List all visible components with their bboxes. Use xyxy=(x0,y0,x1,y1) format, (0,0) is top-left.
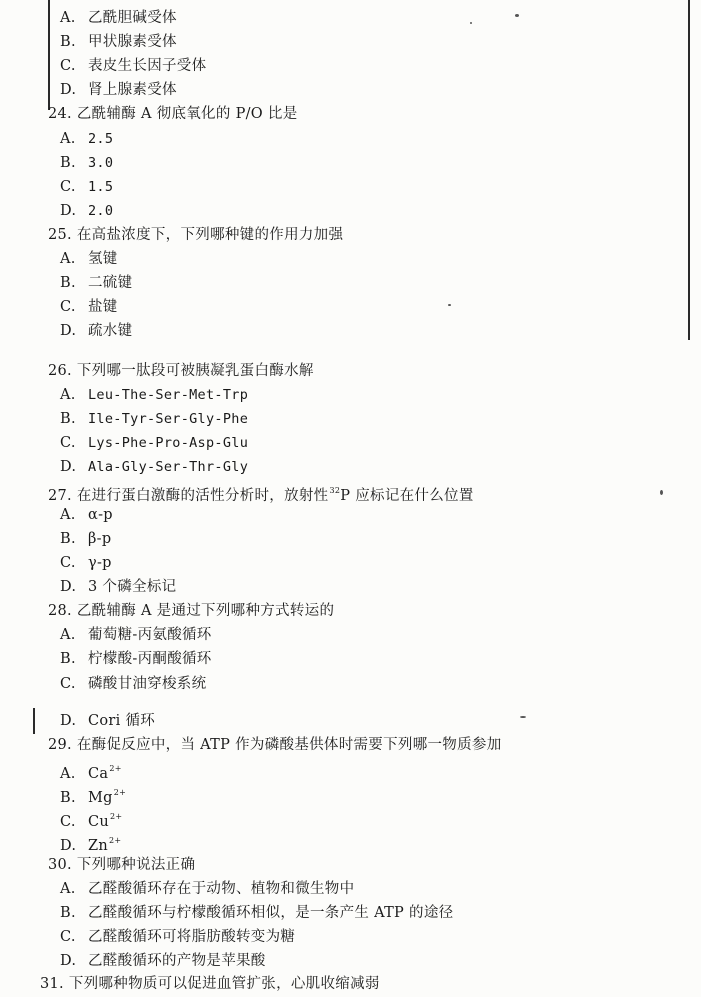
question-stem: 25. 在高盐浓度下，下列哪种键的作用力加强 xyxy=(48,227,344,243)
list-item: C. $Cu^{2+}$ xyxy=(60,812,123,830)
list-item: C. Lys-Phe-Pro-Asp-Glu xyxy=(60,435,249,451)
list-item: A. 2.5 xyxy=(60,131,114,147)
question-stem: 24. 乙酰辅酶 A 彻底氧化的 P/O 比是 xyxy=(48,106,298,122)
list-item: C. 磷酸甘油穿梭系统 xyxy=(60,676,207,692)
list-item: A. $Ca^{2+}$ xyxy=(60,764,122,782)
list-item: D. 2.0 xyxy=(60,203,114,219)
list-item: C. 盐键 xyxy=(60,299,118,315)
list-item: D. Ala-Gly-Ser-Thr-Gly xyxy=(60,459,249,475)
list-item: D. 乙醛酸循环的产物是苹果酸 xyxy=(60,953,266,969)
question-stem: 31. 下列哪种物质可以促进血管扩张，心肌收缩减弱 xyxy=(40,976,380,992)
question-stem: 28. 乙酰辅酶 A 是通过下列哪种方式转运的 xyxy=(48,603,335,619)
scan-speck xyxy=(470,22,472,24)
question-stem: 26. 下列哪一肽段可被胰凝乳蛋白酶水解 xyxy=(48,363,314,379)
list-item: A. Leu-The-Ser-Met-Trp xyxy=(60,387,249,403)
list-item: B. 柠檬酸-丙酮酸循环 xyxy=(60,651,212,667)
list-item: B. 乙醛酸循环与柠檬酸循环相似，是一条产生 ATP 的途径 xyxy=(60,905,454,921)
list-item: B. Ile-Tyr-Ser-Gly-Phe xyxy=(60,411,249,427)
margin-rule-bottom xyxy=(33,708,35,734)
list-item: C. 乙醛酸循环可将脂肪酸转变为糖 xyxy=(60,929,296,945)
list-item: A. 乙酰胆碱受体 xyxy=(60,10,177,26)
list-item: C. 1.5 xyxy=(60,179,114,195)
list-item: D. $Zn^{2+}$ xyxy=(60,836,122,854)
list-item: A. 氢键 xyxy=(60,251,118,267)
list-item: D. Cori 循环 xyxy=(60,713,156,729)
list-item: B. 3.0 xyxy=(60,155,114,171)
scan-speck xyxy=(515,14,519,17)
list-item: A. 葡萄糖-丙氨酸循环 xyxy=(60,627,212,643)
list-item: D. 疏水键 xyxy=(60,323,133,339)
list-item: B. 二硫键 xyxy=(60,275,133,291)
list-item: D. 肾上腺素受体 xyxy=(60,82,177,98)
question-stem: 27. 在进行蛋白激酶的活性分析时，放射性$^{32}$P 应标记在什么位置 xyxy=(48,486,474,504)
question-stem: 29. 在酶促反应中，当 ATP 作为磷酸基供体时需要下列哪一物质参加 xyxy=(48,737,502,753)
list-item: C. γ-p xyxy=(60,555,112,571)
list-item: A. α-p xyxy=(60,507,113,523)
margin-rule-right xyxy=(688,0,690,340)
scan-speck xyxy=(448,304,451,306)
list-item: B. $Mg^{2+}$ xyxy=(60,788,127,806)
list-item: B. β-p xyxy=(60,531,112,547)
scan-speck xyxy=(660,490,663,495)
list-item: C. 表皮生长因子受体 xyxy=(60,58,207,74)
scan-speck xyxy=(520,716,526,718)
margin-rule-top xyxy=(48,0,50,110)
list-item: A. 乙醛酸循环存在于动物、植物和微生物中 xyxy=(60,881,355,897)
list-item: D. 3 个磷全标记 xyxy=(60,579,177,595)
question-stem: 30. 下列哪种说法正确 xyxy=(48,857,196,873)
list-item: B. 甲状腺素受体 xyxy=(60,34,177,50)
